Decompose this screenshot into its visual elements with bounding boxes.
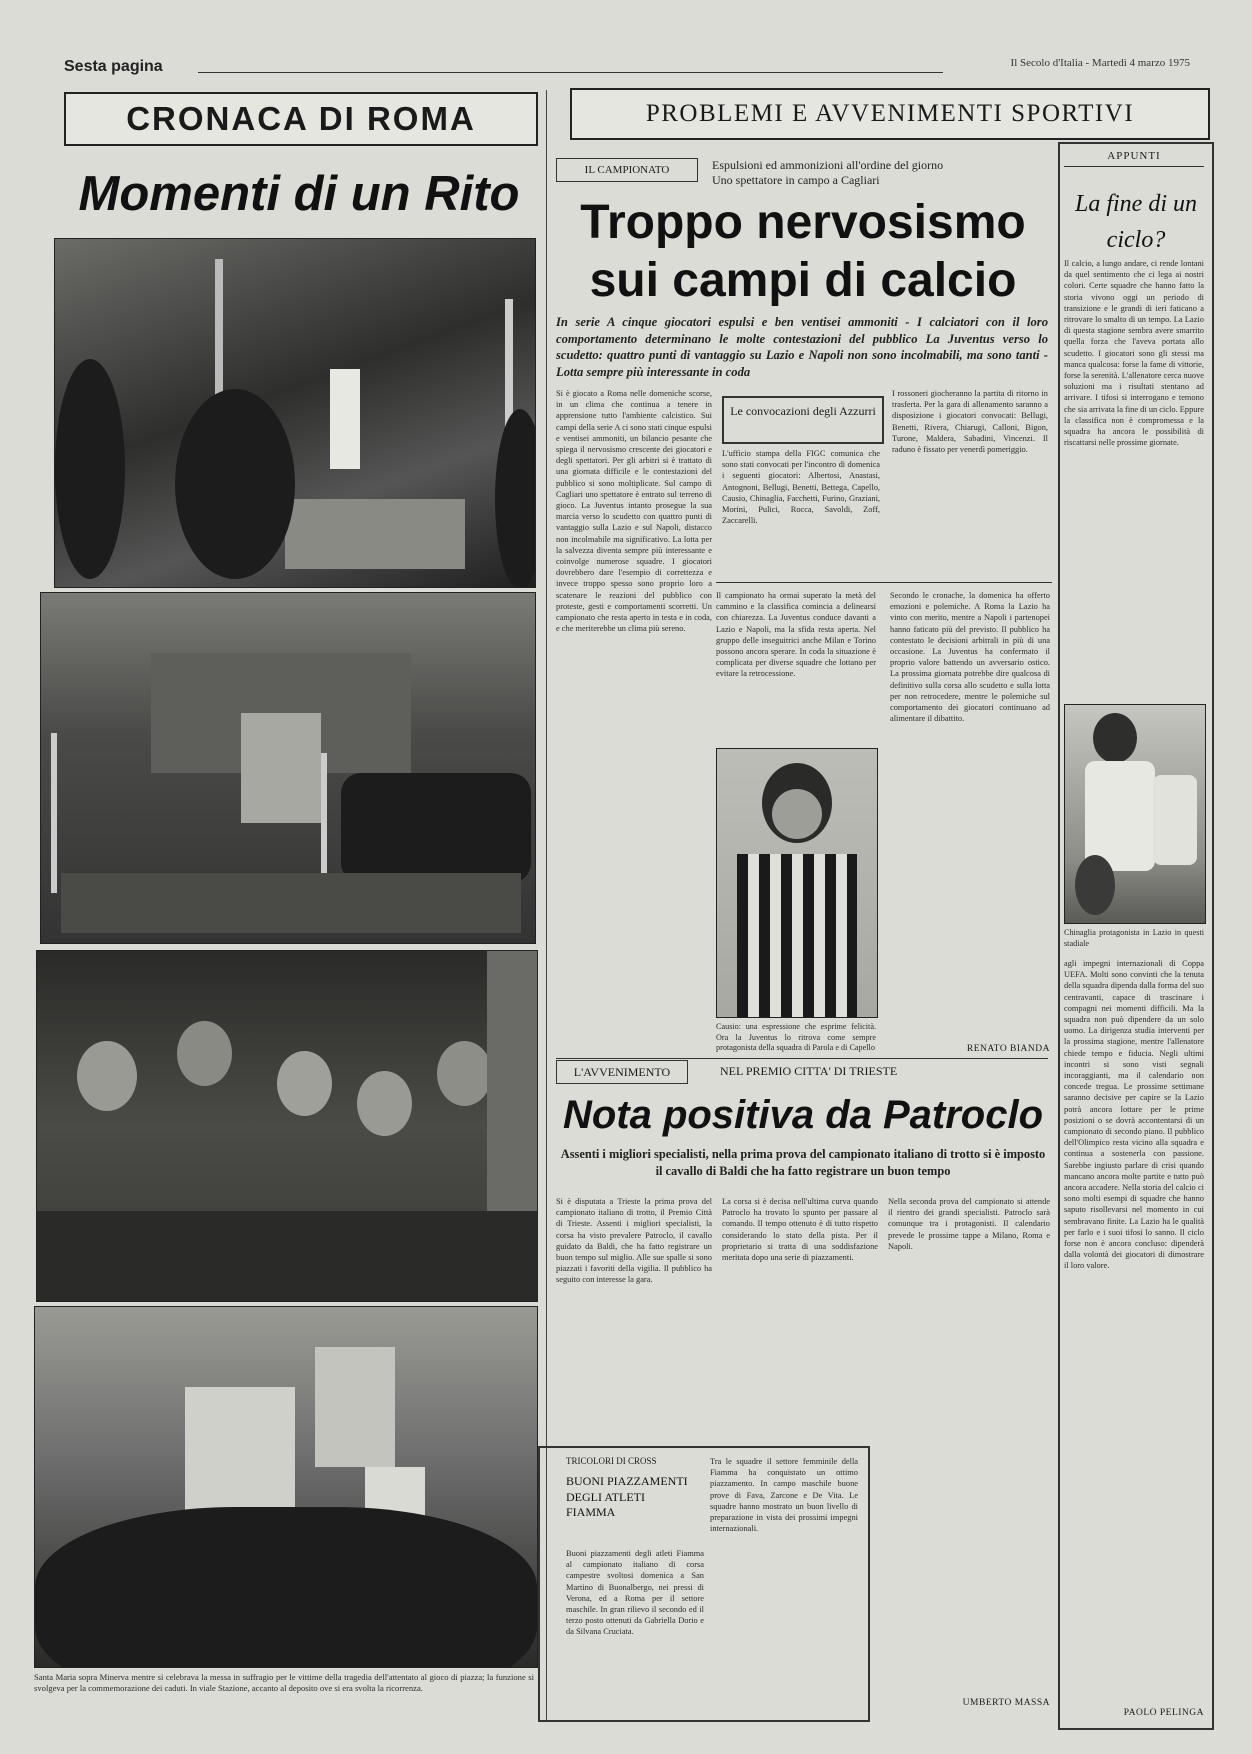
- masthead-rule: [198, 72, 943, 73]
- avvenimento-top-rule: [556, 1058, 1048, 1059]
- campionato-body-col2b: Il campionato ha ormai superato la metà del cammino e la classifica comincia a delinearsi con chiarezza. La Juventus conduce davanti a Lazio e Napoli, ma la sfida resta aperta. Nel gruppo delle inseguitrici anche Milan e Torino possono ancora sperare. In coda la situazione è complicata per diverse squadre che lottano per evitare la retrocessione.: [716, 591, 876, 679]
- campionato-kicker-1: Espulsioni ed ammonizioni all'ordine del giorno: [712, 158, 944, 172]
- appunti-tag: APPUNTI: [1107, 150, 1161, 162]
- photo-church-altar: [40, 592, 536, 944]
- campionato-byline: RENATO BIANDA: [966, 1044, 1050, 1054]
- sport-section-title: PROBLEMI E AVVENIMENTI SPORTIVI: [570, 88, 1210, 140]
- chinaglia-caption: Chinaglia protagonista in Lazio in questi stadiale: [1064, 928, 1204, 948]
- cross-headline: BUONI PIAZZAMENTI DEGLI ATLETI FIAMMA: [566, 1474, 688, 1519]
- appunti-body-2: agli impegni internazionali di Coppa UEFA. Molti sono convinti che la tenuta della squadra dipenda dalla forma del suo centravanti, capace di trascinare i compagni nei momenti difficili. Ma la squadra non può dipendere da un solo uomo. La dirigenza studia interventi per la prossima stagione, mentre l'allenatore chiede tempo e fiducia. Negli ultimi incontri si sono visti segnali incoraggianti, ma il calendario non concede tregua. Le prossime settimane saranno decisive per capire se la Lazio potrà ancora lottare per le prime posizioni o se dovrà accontentarsi di un campionato di secondo piano. Il pubblico dell'Olimpico resta vicino alla squadra e continua a sostenerla con passione. Sarebbe ingiusto parlare di crisi quando mancano ancora molte partite e tutto può ancora accadere. Nella storia del calcio ci sono molti esempi di squadre che hanno saputo risollevarsi nel momento in cui sembravano finite. La Lazio ha le qualità per farlo e i suoi tifosi lo sanno. Il ciclo forse non è ancora concluso: dipenderà dalla volontà dei giocatori di dimostrare il loro valore.: [1064, 959, 1204, 1271]
- campionato-headline-2: sui campi di calcio: [589, 254, 1017, 307]
- campionato-summary: In serie A cinque giocatori espulsi e ben ventisei ammoniti - I calciatori con il loro comportamento determinano le molte contestazioni del pubblico La Juventus verso lo scudetto: quattro punti di vantaggio su Lazio e Napoli non sono incolmabili, ma sono tanti - Lotta sempre più interessante in coda: [556, 315, 1048, 379]
- photo-memorial-wreaths: [34, 1306, 538, 1668]
- avvenimento-body-3: Nella seconda prova del campionato si attende il rientro dei grandi specialisti. Patroclo sarà comunque tra i protagonisti. Il calendario prevede le prossime tappe a Milano, Roma e Napoli.: [888, 1197, 1050, 1251]
- appunti-byline: PAOLO PELINGA: [1123, 1708, 1204, 1718]
- appunti-headline: La fine di un ciclo?: [1074, 191, 1197, 253]
- convocazioni-box: Le convocazioni degli Azzurri: [722, 396, 884, 444]
- campionato-kicker-2: Uno spettatore in campo a Cagliari: [712, 173, 880, 187]
- convocazioni-body: L'ufficio stampa della FIGC comunica che sono stati convocati per l'incontro di domenica i seguenti giocatori: Albertosi, Anastasi, Antognoni, Bellugi, Benetti, Bettega, Capello, Causio, Chinaglia, Facchetti, Furino, Graziani, Morini, Pulici, Rocca, Savoldi, Zoff, Zaccarelli.: [722, 449, 880, 526]
- photo-crowd: [36, 950, 538, 1302]
- photo-chinaglia: [1064, 704, 1206, 924]
- paper-date: Il Secolo d'Italia - Martedì 4 marzo 1975: [1010, 57, 1190, 69]
- avvenimento-body-2: La corsa si è decisa nell'ultima curva quando Patroclo ha trovato lo spunto per passare al comando. Il tempo ottenuto è di tutto rispetto considerando lo stato della pista. Per il proprietario si tratta di una soddisfazione meritata dopo una serie di piazzamenti.: [722, 1197, 878, 1263]
- juventus-photo-caption: Causio: una espressione che esprime felicità. Ora la Juventus lo ritrova come sempre protagonista della squadra di Parola e di Capello: [716, 1022, 876, 1052]
- campionato-headline-1: Troppo nervosismo: [580, 196, 1026, 249]
- avvenimento-headline: Nota positiva da Patroclo: [562, 1093, 1044, 1137]
- photo-juventus-player: [716, 748, 878, 1018]
- cronaca-photo-caption: Santa Maria sopra Minerva mentre si celebrava la messa in suffragio per le vittime della tragedia dell'attentato al gioco di piazza; la funzione si svolgeva per la commemorazione dei caduti. In viale Stazione, accanto al deposito ove si era svolta la ricorrenza.: [34, 1672, 534, 1693]
- avvenimento-tag: L'AVVENIMENTO: [556, 1060, 688, 1084]
- appunti-body: Il calcio, a lungo andare, ci rende lontani da quel sentimento che ci lega ai nostri colori. Certe squadre che hanno fatto la storia vivono oggi un periodo di transizione e le grandi di ieri faticano a ritrovare lo smalto di un tempo. La Lazio di questa stagione sembra avere smarrito quella forza che l'aveva portata allo scudetto. I giocatori sono gli stessi ma manca qualcosa: forse la fame di vittorie, forse la serenità. L'allenatore cerca nuove soluzioni ma i risultati stentano ad arrivare. I tifosi si interrogano e temono che sia arrivata la fine di un ciclo. Eppure la classifica non è compromessa e la squadra ha ancora le possibilità di riscattarsi nelle prossime giornate.: [1064, 259, 1204, 448]
- appunti-tag-rule: [1064, 166, 1204, 167]
- cross-body-2: Tra le squadre il settore femminile della Fiamma ha conquistato un ottimo piazzamento. In campo maschile buone prove di Fava, Zarcone e De Vita. Le squadre hanno mostrato un buon livello di preparazione in vista dei prossimi impegni internazionali.: [710, 1457, 858, 1534]
- campionato-body-col3b: Secondo le cronache, la domenica ha offerto emozioni e polemiche. A Roma la Lazio ha vinto con merito, mentre a Napoli i partenopei hanno faticato più del previsto. Il pubblico ha contestato le decisioni arbitrali in più di una occasione. La Juventus ha confermato il proprio valore battendo un avversario ostico. La prossima giornata potrebbe dire qualcosa di definitivo sulla corsa allo scudetto e sulla lotta per non retrocedere, mentre le polemiche sul comportamento dei giocatori continuano ad alimentare il dibattito.: [890, 591, 1050, 724]
- cross-tag: TRICOLORI DI CROSS: [566, 1456, 657, 1466]
- cross-body-1: Buoni piazzamenti degli atleti Fiamma al campionato italiano di corsa campestre svoltosi domenica a San Martino di Buonalbergo, nei pressi di Verona, ed a Roma per il settore maschile. In gran rilievo il secondo ed il terzo posto ottenuti da Gabriella Dorio e da Silvana Cruciata.: [566, 1549, 704, 1637]
- campionato-tag: IL CAMPIONATO: [556, 158, 698, 182]
- avvenimento-byline: UMBERTO MASSA: [962, 1698, 1050, 1708]
- cronaca-headline: Momenti di un Rito: [78, 167, 520, 221]
- campionato-inner-rule: [716, 582, 1052, 583]
- photo-church-interior-1: [54, 238, 536, 588]
- campionato-body-col3: I rossoneri giocheranno la partita di ritorno in trasferta. Per la gara di allenamento saranno a disposizione i giocatori convocati: Bellugi, Benetti, Rivera, Chiarugi, Calloni, Bigon, Turone, Maldera, Sabadini, Vincenzi. Il raduno è fissato per venerdì pomeriggio.: [892, 389, 1048, 455]
- cronaca-section-title: CRONACA DI ROMA: [64, 92, 538, 146]
- campionato-body-col1: Si è giocato a Roma nelle domeniche scorse, in un clima che continua a tenere in apprensione tutto l'ambiente calcistico. Sui campi della serie A ci sono stati cinque espulsi e ventisei ammoniti, un bilancio pesante che spiega il nervosismo crescente dei giocatori e degli spettatori. Per gli arbitri si è trattato di una giornata difficile e le contestazioni del pubblico si sono moltiplicate. Sul campo di Cagliari uno spettatore è entrato sul terreno di gioco. La Juventus intanto prosegue la sua marcia verso lo scudetto con quattro punti di vantaggio sulla Lazio e sul Napoli, distacco non incolmabile ma significativo. La lotta per la salvezza diventa sempre più interessante e coinvolge numerose squadre. I giocatori dovrebbero dare l'esempio di correttezza e invece troppo spesso sono proprio loro a scatenare le reazioni del pubblico con proteste, gesti e comportamenti scorretti. Un campionato che resta aperto in testa e in coda, e che meriterebbe un clima più sereno.: [556, 389, 712, 634]
- avvenimento-kicker: NEL PREMIO CITTA' DI TRIESTE: [720, 1064, 898, 1078]
- page-label: Sesta pagina: [64, 58, 163, 75]
- avvenimento-summary: Assenti i migliori specialisti, nella prima prova del campionato italiano di trotto si è imposto il cavallo di Baldi che ha fatto registrare un buon tempo: [560, 1147, 1046, 1178]
- avvenimento-body-1: Si è disputata a Trieste la prima prova del campionato italiano di trotto, il Premio Città di Trieste. Assenti i migliori specialisti, la corsa ha visto prevalere Patroclo, il cavallo guidato da Baldi, che ha fatto registrare un buon tempo sul miglio. Alle sue spalle si sono piazzati i favoriti della vigilia. Il pubblico ha seguito con interesse la gara.: [556, 1197, 712, 1285]
